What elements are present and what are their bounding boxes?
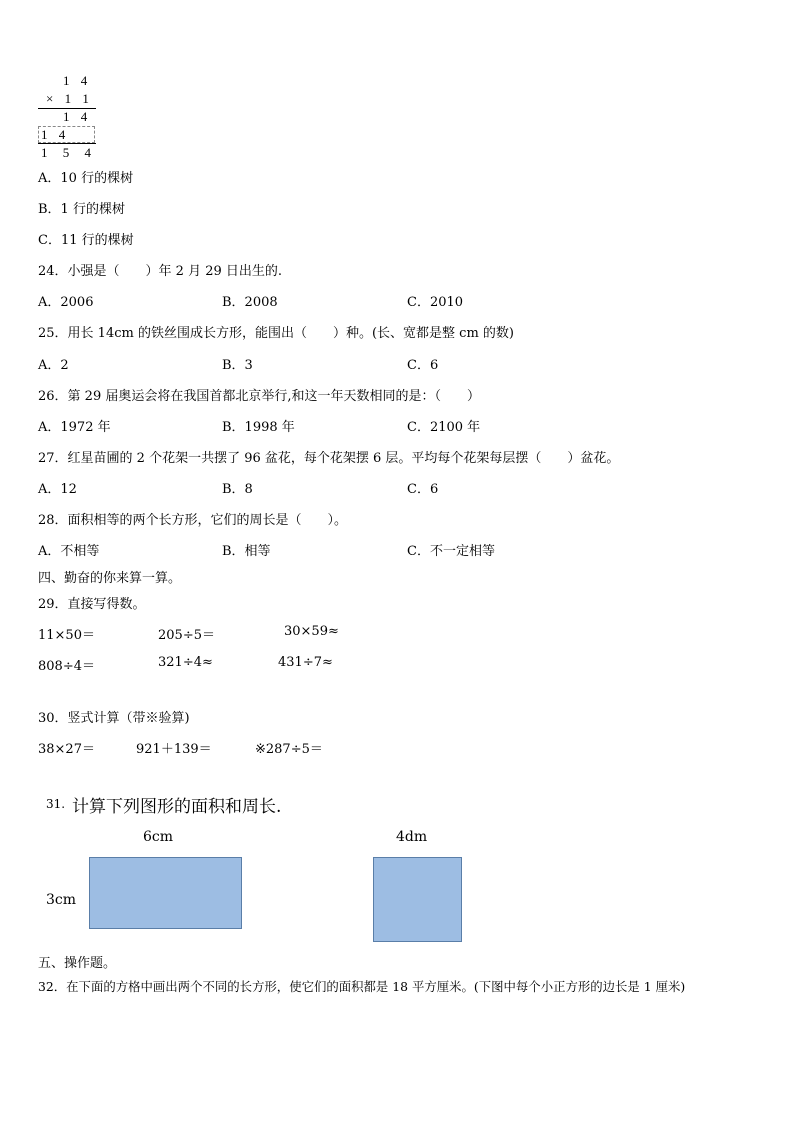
q23-option-c: C．11 行的棵树 [38, 233, 134, 248]
square-shape [373, 857, 462, 942]
rect-width-label: 6cm [143, 829, 174, 845]
q25-option-a: A．2 [38, 358, 69, 373]
section-4-title: 四、勤奋的你来算一算。 [38, 571, 182, 586]
q27-option-c: C．6 [407, 482, 439, 497]
q26-option-a: A．1972 年 [38, 420, 111, 435]
q23-option-b: B．1 行的棵树 [38, 202, 125, 217]
q25-stem: 25．用长 14cm 的铁丝围成长方形，能围出（ ）种。(长、宽都是整 cm 的数) [38, 326, 514, 341]
q29-item-4: 808÷4＝ [38, 659, 95, 674]
q32-stem: 32．在下面的方格中画出两个不同的长方形，使它们的面积都是 18 平方厘米。(下图中每个小正方形的边长是 1 厘米) [38, 979, 686, 994]
q29-item-6: 431÷7≈ [278, 655, 333, 670]
square-side-label: 4dm [396, 829, 428, 845]
q28-option-c: C．不一定相等 [407, 544, 495, 559]
mult-times: × 1 1 [46, 91, 93, 106]
q24-option-a: A．2006 [38, 295, 94, 310]
q30-item-1: 38×27＝ [38, 742, 95, 757]
mult-partial1: 1 4 [63, 109, 92, 124]
q27-stem: 27．红星苗圃的 2 个花架一共摆了 96 盆花，每个花架摆 6 层。平均每个花架每层摆（ ）盆花。 [38, 451, 620, 466]
q30-item-2: 921＋139＝ [136, 742, 212, 757]
q25-option-b: B．3 [222, 358, 253, 373]
q27-option-b: B．8 [222, 482, 253, 497]
rectangle-shape [89, 857, 242, 929]
q24-stem: 24．小强是（ ）年 2 月 29 日出生的. [38, 264, 283, 279]
q31-stem: 计算下列图形的面积和周长. [72, 797, 282, 817]
q25-option-c: C．6 [407, 358, 439, 373]
rect-height-label: 3cm [46, 892, 77, 908]
q23-option-a: A．10 行的棵树 [38, 171, 134, 186]
q24-option-b: B．2008 [222, 295, 278, 310]
q28-option-a: A．不相等 [38, 544, 100, 559]
q31-number: 31. [46, 797, 66, 811]
q28-stem: 28．面积相等的两个长方形，它们的周长是（ ）。 [38, 513, 348, 528]
q24-option-c: C．2010 [407, 295, 464, 310]
q29-item-5: 321÷4≈ [158, 655, 213, 670]
q29-item-3: 30×59≈ [284, 624, 339, 639]
q26-option-c: C．2100 年 [407, 420, 481, 435]
q29-item-1: 11×50＝ [38, 628, 95, 643]
q30-item-3: ※287÷5＝ [255, 742, 323, 757]
q26-option-b: B．1998 年 [222, 420, 295, 435]
mult-result: 1 5 4 [41, 145, 97, 160]
q30-stem: 30．竖式计算（带※验算) [38, 711, 190, 726]
q29-item-2: 205÷5＝ [158, 628, 215, 643]
mult-line-2 [38, 143, 96, 144]
q29-stem: 29．直接写得数。 [38, 597, 146, 612]
q27-option-a: A．12 [38, 482, 77, 497]
mult-partial2: 1 4 [41, 127, 70, 142]
mult-top: 1 4 [63, 73, 92, 88]
q26-stem: 26．第 29 届奥运会将在我国首都北京举行,和这一年天数相同的是：（ ） [38, 389, 480, 404]
section-5-title: 五、操作题。 [38, 956, 117, 971]
q28-option-b: B．相等 [222, 544, 271, 559]
